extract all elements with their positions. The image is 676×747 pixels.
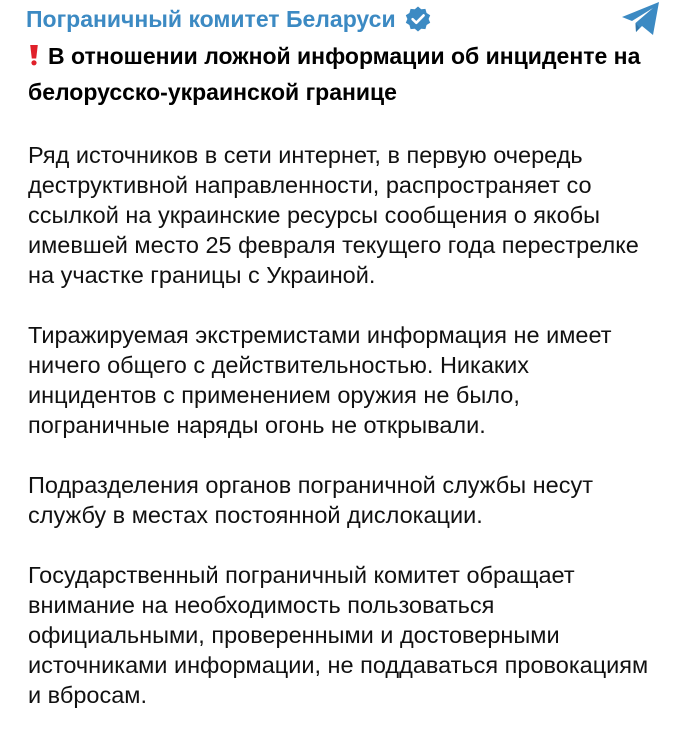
paragraph-2: Тиражируемая экстремистами информация не имеет ничего общего с действительностью. Никаких инцидентов с применением оружия не было, пограничные наряды огонь не открывали. <box>28 322 612 438</box>
message-header <box>26 4 432 34</box>
message-headline <box>28 38 660 110</box>
red-exclamation-icon <box>28 44 40 66</box>
headline-text: В отношении ложной информации об инциденте на белорусско-украинской границе <box>28 43 641 105</box>
paragraph-3: Подразделения органов пограничной службы несут службу в местах постоянной дислокации. <box>28 472 593 528</box>
paragraph-4: Государственный пограничный комитет обращает внимание на необходимость пользоваться официальными, проверенными и достоверными источниками информации, не поддаваться провокациям и вбросам. <box>28 562 649 708</box>
telegram-plane-icon[interactable] <box>620 0 662 38</box>
verified-badge-icon <box>404 5 432 33</box>
paragraph-1: Ряд источников в сети интернет, в первую очередь деструктивной направленности, распространяет со ссылкой на украинские ресурсы сообщения о якобы имевшей место 25 февраля текущего года перестрелке на участке границы с Украиной. <box>28 142 639 288</box>
message-body <box>28 38 660 710</box>
channel-name-link[interactable]: Пограничный комитет Беларуси <box>26 6 396 32</box>
